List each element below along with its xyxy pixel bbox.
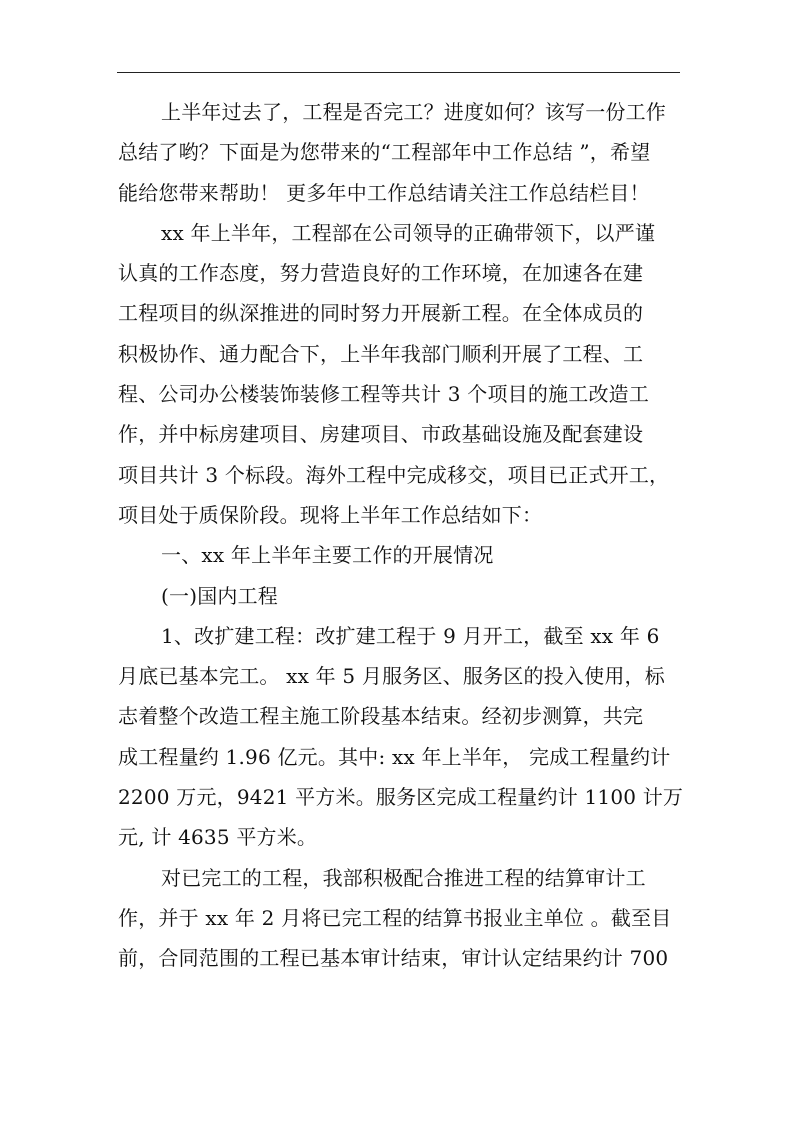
text-line: 志着整个改造工程主施工阶段基本结束。经初步测算，共完 bbox=[118, 704, 644, 729]
header-rule bbox=[117, 72, 680, 73]
subsection-heading: (一)国内工程 bbox=[161, 583, 279, 608]
text-line: 2200 万元，9421 平方米。服务区完成工程量约计 1100 计万 bbox=[118, 785, 684, 810]
text-line: 月底已基本完工。 xx 年 5 月服务区、服务区的投入使用，标 bbox=[118, 664, 665, 689]
text-line: 作，并中标房建项目、房建项目、市政基础设施及配套建设 bbox=[118, 422, 644, 447]
text-line: 对已完工的工程，我部积极配合推进工程的结算审计工 bbox=[161, 865, 646, 890]
text-line: 1、改扩建工程：改扩建工程于 9 月开工，截至 xx 年 6 bbox=[161, 623, 660, 648]
text-line: 程、公司办公楼装饰装修工程等共计 3 个项目的施工改造工 bbox=[118, 382, 650, 407]
text-line: 元, 计 4635 平方米。 bbox=[118, 825, 318, 850]
text-line: 前，合同范围的工程已基本审计结束，审计认定结果约计 700 bbox=[118, 946, 669, 971]
text-line: 认真的工作态度，努力营造良好的工作环境，在加速各在建 bbox=[118, 261, 644, 286]
text-line: 上半年过去了，工程是否完工？进度如何？该写一份工作 bbox=[161, 100, 666, 124]
text-line: 总结了哟？下面是为您带来的“工程部年中工作总结 ”，希望 bbox=[118, 140, 651, 165]
text-line: 能给您带来帮助！ 更多年中工作总结请关注工作总结栏目！ bbox=[118, 180, 650, 205]
text-line: 项目共计 3 个标段。海外工程中完成移交，项目已正式开工， bbox=[118, 462, 670, 487]
text-line: 项目处于质保阶段。现将上半年工作总结如下： bbox=[118, 502, 543, 527]
section-heading: 一、xx 年上半年主要工作的开展情况 bbox=[161, 543, 494, 568]
document-body bbox=[118, 92, 684, 979]
text-line: 积极协作、通力配合下，上半年我部门顺利开展了工程、工 bbox=[118, 341, 644, 366]
text-line: 工程项目的纵深推进的同时努力开展新工程。在全体成员的 bbox=[118, 301, 644, 326]
text-line: xx 年上半年，工程部在公司领导的正确带领下，以严谨 bbox=[161, 220, 656, 245]
text-line: 作，并于 xx 年 2 月将已完工程的结算书报业主单位 。截至目 bbox=[118, 905, 672, 930]
text-line: 成工程量约 1.96 亿元。其中: xx 年上半年， 完成工程量约计 bbox=[118, 744, 671, 769]
